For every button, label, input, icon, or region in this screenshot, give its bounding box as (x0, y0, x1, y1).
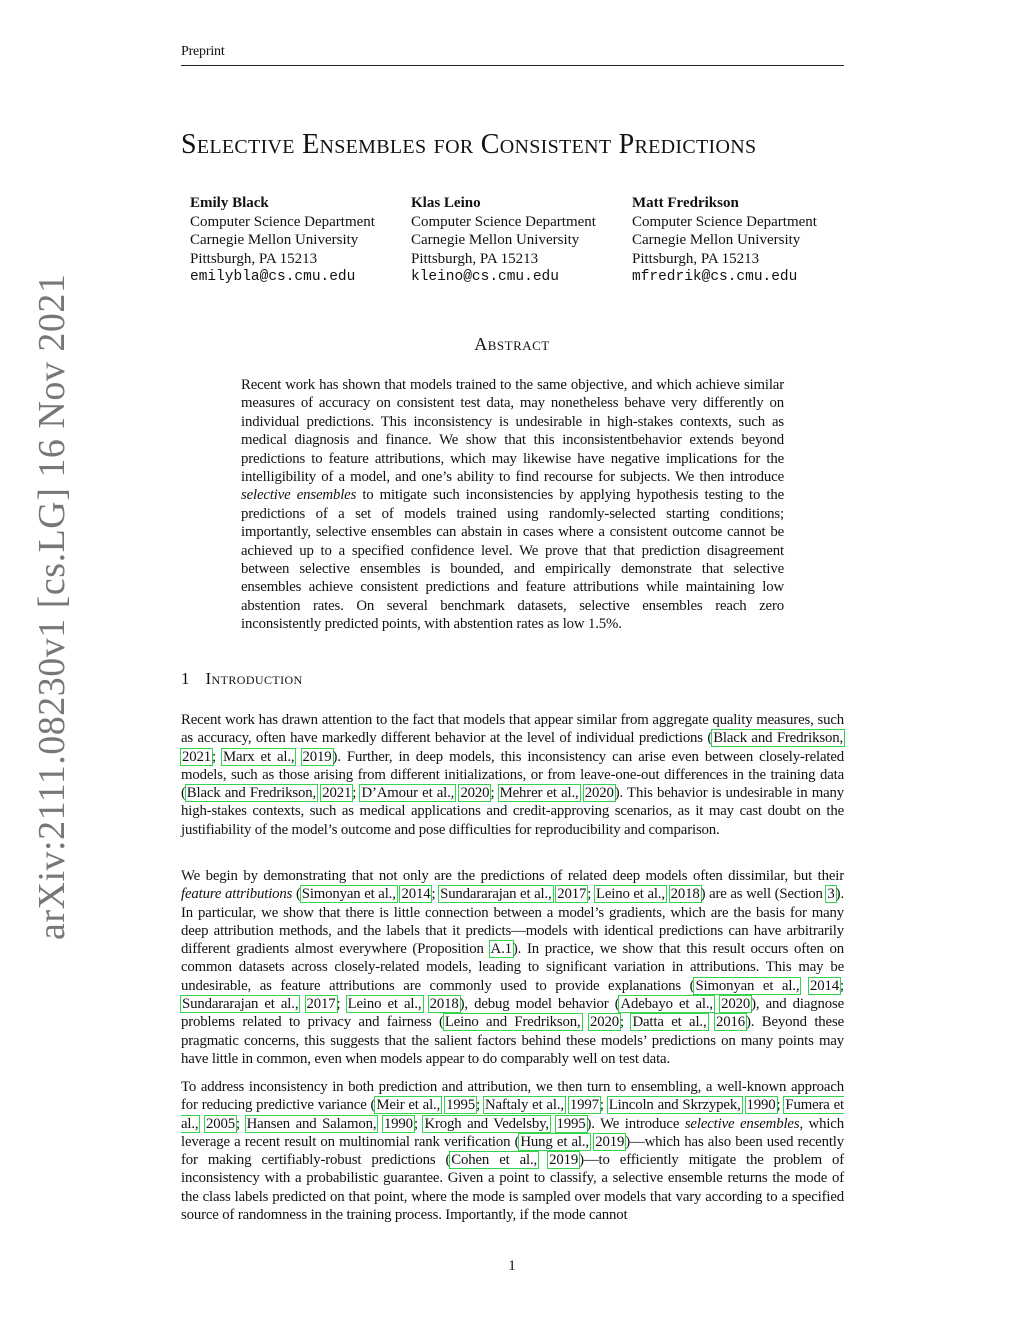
text: ( (292, 886, 301, 903)
citation-link[interactable]: Hansen and Salamon, (246, 1115, 377, 1132)
text: ). Further, in deep models, this inconsistency can arise even between closely-related models, such as those arising from different initializations, or from leave-one-out differences in the training data ( (181, 748, 844, 802)
citation-link[interactable]: 1995 (556, 1115, 586, 1132)
citation-link[interactable]: 2005 (206, 1115, 236, 1132)
text: ). In practice, we show that this result occurs often on common datasets across closely-related models, leading to significant variation in attributions. This may be undesirable, as feature attributions are commonly used to provide explanations ( (181, 941, 844, 994)
citation-link[interactable]: 2019 (595, 1133, 625, 1150)
intro-paragraph-2: We begin by demonstrating that not only are the predictions of related deep models often dissimilar, but their feature attributions (Simonyan et al., 2014; Sundararajan et al., 2017; Leino et al., 2018) are as well (Section 3). In particular, we show that there is little connection between a model’s gradients, which are the basis for many deep attribution methods, and the labels that it predicts—models with identical predictions can have arbitrarily different gradients almost everywhere (Proposition A.1). In practice, we show that this result occurs often on common datasets across closely-related models, leading to significant variation in attributions. This may be undesirable, as feature attributions are commonly used to provide explanations (Simonyan et al., 2014; Sundararajan et al., 2017; Leino et al., 2018), debug model behavior (Adebayo et al., 2020), and diagnose problems related to privacy and fairness (Leino and Fredrikson, 2020; Datta et al., 2016). Beyond these pragmatic concerns, this suggests that the salient factors behind these models’ predictions on many points may have little in common, even when models appear to do comparably well on test data. (181, 868, 845, 1067)
citation-link[interactable]: Black and Fredrikson, (713, 730, 843, 747)
citation-link[interactable]: 2017 (557, 886, 587, 903)
citation-link[interactable]: 2014 (401, 886, 431, 903)
text: We begin by demonstrating that not only are the predictions of related deep models often dissimilar, but their (181, 868, 844, 884)
citation-link[interactable]: 1995 (446, 1097, 476, 1114)
text: )—to efficiently mitigate the problem of inconsistency with a probabilistic guarantee. Given a point to classify, a selective ensemble returns the mode of the class labels predicted on that point, where the mode is sampled over models that vary according to a specified source of randomness in the training process. Importantly, if the mode cannot (181, 1152, 844, 1224)
author-3 (632, 194, 817, 287)
author-city: Pittsburgh, PA 15213 (190, 250, 318, 267)
citation-link[interactable]: D’Amour et al., (361, 785, 455, 802)
text: To address inconsistency in both prediction and attribution, we then turn to ensembling, a well-known approach for reducing predictive variance ( (181, 1079, 844, 1114)
citation-link[interactable]: Adebayo et al., (620, 996, 713, 1013)
abstract-part: to mitigate such inconsistencies by applying hypothesis testing to the predictions of a set of models trained using randomly-selected starting conditions; importantly, selective ensembles can abstain in cases where a consistent outcome cannot be achieved up to a specified confidence level. We prove that that prediction disagreement between selective ensembles is bounded, and empirically demonstrate that selective ensembles achieve consistent predictions and feature attributions while maintaining low abstention rates. On several benchmark datasets, selective ensembles reach zero inconsistently predicted points, with abstention rates as low 1.5%. (241, 487, 785, 633)
citation-link[interactable]: 2018 (670, 886, 700, 903)
author-name: Matt Fredrikson (632, 195, 739, 211)
intro-paragraph-1: Recent work has drawn attention to the fact that models that appear similar from aggregate quality measures, such as accuracy, often have markedly different behavior at the level of individual predictions (Black and Fredrikson, 2021; Marx et al., 2019). Further, in deep models, this inconsistency can arise even between closely-related models, such as those arising from different initializations, or from leave-one-out differences in the training data (Black and Fredrikson, 2021; D’Amour et al., 2020; Mehrer et al., 2020). This behavior is undesirable in many high-stakes contexts, such as medical applications and credit-approving scenarios, as it may cast doubt on the justifiability of the model’s outcome and pose difficulties for reproducibility and comparison. (181, 712, 844, 838)
citation-link[interactable]: Sundararajan et al., (182, 996, 299, 1013)
citation-link[interactable]: Meir et al., (376, 1097, 441, 1114)
author-email[interactable]: kleino@cs.cmu.edu (411, 269, 559, 285)
author-1 (190, 194, 375, 287)
text: Recent work has drawn attention to the fact that models that appear similar from aggregate quality measures, such as accuracy, often have markedly different behavior at the level of individual predictions ( (181, 712, 844, 747)
paper-title: Selective Ensembles for Consistent Predictions (181, 129, 757, 160)
emphasis: feature attributions (181, 886, 293, 903)
citation-link[interactable]: 2020 (721, 996, 751, 1013)
citation-link[interactable]: 1990 (383, 1115, 413, 1132)
page-number: 1 (508, 1258, 516, 1274)
author-city: Pittsburgh, PA 15213 (411, 250, 539, 267)
citation-link[interactable]: Naftaly et al., (484, 1097, 564, 1114)
abstract-part: Recent work has shown that models trained to the same objective, and which achieve similar measures of accuracy on consistent test data, may nonetheless behave very differently on individual predictions. This inconsistency is undesirable in high-stakes contexts, such as medical diagnosis and finance. We show that this inconsistentbehavior extends beyond predictions to feature attributions, which may likewise have negative implications for the intelligibility of a model, and one’s ability to find recourse for subjects. We then introduce (241, 377, 784, 486)
abstract-heading: Abstract (474, 334, 550, 354)
author-univ: Carnegie Mellon University (190, 232, 359, 248)
citation-link[interactable]: 2014 (810, 977, 840, 994)
text: ). In particular, we show that there is little connection between a model’s gradients, which are the basis for many deep attribution methods, and the labels that it predicts—models with identical predictions can have arbitrarily different gradients almost everywhere (Proposition (181, 886, 844, 958)
text: ). This behavior is undesirable in many high-stakes contexts, such as medical applications and credit-approving scenarios, as it may cast doubt on the justifiability of the model’s outcome and pose difficulties for reproducibility and comparison. (181, 785, 844, 838)
citation-link[interactable]: Mehrer et al., (499, 785, 579, 802)
author-2 (411, 194, 596, 287)
text: ) are as well (Section (700, 886, 827, 903)
citation-link[interactable]: Sundararajan et al., (440, 886, 552, 903)
citation-link[interactable]: 2019 (549, 1152, 579, 1169)
citation-link[interactable]: Fumera et al., (181, 1097, 845, 1132)
text: , which leverage a recent result on multinomial rank verification ( (181, 1115, 844, 1150)
section-title: Introduction (205, 669, 303, 688)
citation-link[interactable]: 2018 (429, 996, 459, 1013)
citation-link[interactable]: Leino et al., (595, 886, 665, 903)
abstract-text (241, 376, 784, 634)
citation-link[interactable]: Datta et al., (632, 1014, 707, 1031)
citation-link[interactable]: Leino and Fredrikson, (444, 1014, 581, 1031)
citation-link[interactable]: Leino et al., (347, 996, 422, 1013)
citation-link[interactable]: Marx et al., (223, 748, 295, 765)
section-number: 1 (181, 669, 190, 688)
citation-link[interactable]: 2017 (306, 996, 336, 1013)
author-dept: Computer Science Department (632, 213, 817, 230)
author-email[interactable]: mfredrik@cs.cmu.edu (632, 269, 798, 285)
citation-link[interactable]: 2021 (322, 785, 352, 802)
section-reference-link[interactable]: 3 (827, 886, 835, 903)
text: )—which has also been used recently for making certifiably-robust predictions ( (181, 1133, 844, 1169)
author-email[interactable]: emilybla@cs.cmu.edu (190, 269, 356, 285)
citation-link[interactable]: 2020 (590, 1014, 620, 1031)
proposition-reference-link[interactable]: A.1 (490, 941, 512, 958)
author-dept: Computer Science Department (411, 213, 596, 230)
citation-link[interactable]: 2021 (182, 748, 211, 765)
intro-paragraph-3: To address inconsistency in both prediction and attribution, we then turn to ensembling, a well-known approach for reducing predictive variance (Meir et al., 1995; Naftaly et al., 1997; Lincoln and Skrzypek, 1990; Fumera et al., 2005; Hansen and Salamon, 1990; Krogh and Vedelsby, 1995). We introduce selective ensembles, which leverage a recent result on multinomial rank verification (Hung et al., 2019)—which has also been used recently for making certifiably-robust predictions (Cohen et al., 2019)—to efficiently mitigate the problem of inconsistency with a probabilistic guarantee. Given a point to classify, a selective ensemble returns the mode of the class labels predicted on that point, where the mode is sampled over models that vary according to a specified source of randomness in the training process. Importantly, if the mode cannot (181, 1079, 845, 1224)
citation-link[interactable]: Simonyan et al., (301, 886, 396, 903)
abstract-emphasis: selective ensembles (241, 487, 357, 504)
author-univ: Carnegie Mellon University (632, 232, 801, 248)
citation-link[interactable]: Cohen et al., (451, 1152, 538, 1169)
text: ), debug model behavior ( (459, 996, 620, 1013)
author-name: Emily Black (190, 195, 269, 211)
citation-link[interactable]: Krogh and Vedelsby, (424, 1115, 549, 1132)
text: ). Beyond these pragmatic concerns, this suggests that the salient factors behind these models’ predictions on many points may have little in common, even when models appear to do comparably well on test data. (181, 1014, 844, 1067)
header-rule (181, 65, 844, 66)
arxiv-identifier: arXiv:2111.08230v1 [cs.LG] 16 Nov 2021 (31, 273, 73, 940)
author-name: Klas Leino (411, 195, 481, 211)
citation-link[interactable]: 2020 (584, 785, 614, 802)
citation-link[interactable]: 1997 (569, 1097, 599, 1114)
emphasis: selective ensembles (684, 1115, 800, 1132)
citation-link[interactable]: 2020 (460, 785, 490, 802)
text: ). We introduce (586, 1115, 685, 1132)
section-heading (181, 669, 303, 689)
citation-link[interactable]: Black and Fredrikson, (186, 785, 317, 802)
header-label: Preprint (181, 44, 225, 59)
author-dept: Computer Science Department (190, 213, 375, 230)
citation-link[interactable]: Lincoln and Skrzypek, (608, 1097, 741, 1114)
author-city: Pittsburgh, PA 15213 (632, 250, 760, 267)
citation-link[interactable]: 2019 (302, 748, 332, 765)
text: ), and diagnose problems related to privacy and fairness ( (181, 996, 845, 1031)
author-univ: Carnegie Mellon University (411, 232, 580, 248)
citation-link[interactable]: 1990 (746, 1097, 776, 1114)
citation-link[interactable]: Hung et al., (520, 1133, 589, 1150)
citation-link[interactable]: Simonyan et al., (695, 977, 800, 994)
citation-link[interactable]: 2016 (715, 1014, 745, 1031)
